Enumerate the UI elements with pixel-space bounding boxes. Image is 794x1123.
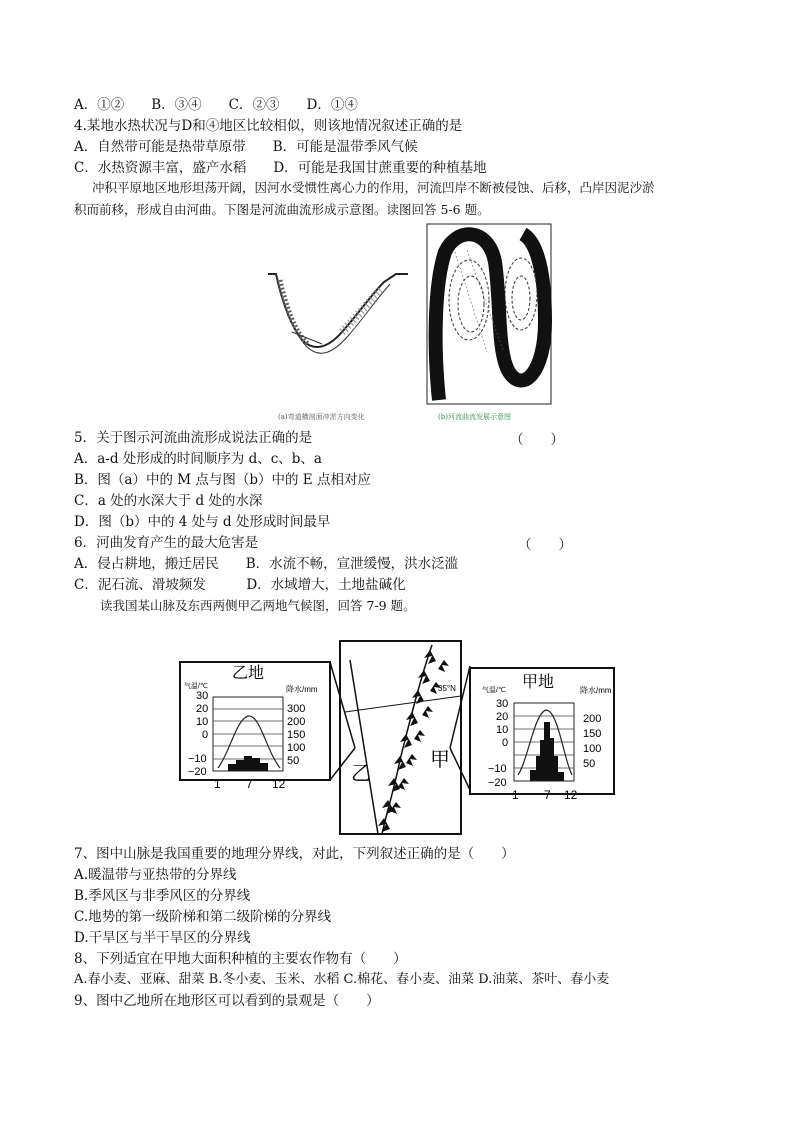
- question-5: 5．关于图示河流曲流形成说法正确的是: [74, 430, 313, 446]
- jia-temp-tick-10: 10: [496, 724, 509, 736]
- yi-temp-tick-m10: −10: [188, 753, 207, 765]
- jia-precip-tick-100: 100: [583, 743, 602, 755]
- question-7: 7、图中山脉是我国重要的地理分界线，对此，下列叙述正确的是（ ）: [74, 846, 515, 862]
- mountain-map: [330, 641, 470, 834]
- label-yi: 乙: [351, 763, 371, 785]
- question-8: 8、下列适宜在甲地大面积种植的主要农作物有（ ）: [74, 951, 407, 967]
- question-4: 4.某地水热状况与D和④地区比较相似，则该地情况叙述正确的是: [74, 118, 463, 134]
- jia-title: 甲地: [522, 674, 555, 691]
- question-4-options-ab: A．自然带可能是热带草原带 B．可能是温带季风气候: [74, 139, 418, 155]
- jia-temp-tick-30: 30: [496, 698, 509, 710]
- question-8-options: A.春小麦、亚麻、甜菜 B.冬小麦、玉米、水稻 C.棉花、春小麦、油菜 D.油菜、茶叶、春小麦: [74, 972, 610, 987]
- question-5-answer-paren: （ ）: [510, 432, 564, 448]
- jia-precip-tick-200: 200: [583, 713, 602, 725]
- jia-temp-tick-m10: −10: [488, 763, 507, 775]
- question-4-options-cd: C．水热资源丰富，盛产水稻 D．可能是我国甘蔗重要的种植基地: [74, 160, 487, 176]
- q3-options: A．①② B．③④ C．②③ D．①④: [74, 97, 358, 113]
- yi-month-12: 12: [272, 777, 286, 791]
- question-7-option-a: A.暖温带与亚热带的分界线: [74, 867, 237, 883]
- question-5-option-d: D．图（b）中的 4 处与 d 处形成时间最早: [74, 514, 331, 530]
- jia-temp-tick-0: 0: [502, 737, 509, 749]
- yi-climate-chart: [180, 662, 330, 791]
- question-6-answer-paren: （ ）: [518, 537, 572, 553]
- question-6-options-ab: A．侵占耕地，搬迁居民 B．水流不畅，宣泄缓慢，洪水泛滥: [74, 556, 459, 572]
- jia-precip-tick-150: 150: [583, 728, 602, 740]
- question-5-option-a: A．a-d 处形成的时间顺序为 d、c、b、a: [74, 451, 322, 467]
- yi-temp-unit: 气温/℃: [184, 683, 208, 690]
- yi-precip-tick-150: 150: [287, 729, 306, 741]
- intro-7-9: 读我国某山脉及东西两侧甲乙两地气候图，回答 7-9 题。: [100, 598, 416, 613]
- jia-temp-tick-20: 20: [496, 711, 509, 723]
- yi-title: 乙地: [232, 665, 265, 682]
- jia-precip-tick-50: 50: [583, 758, 596, 770]
- label-jia: 甲: [430, 749, 450, 771]
- latitude-label: 35°N: [438, 684, 456, 693]
- jia-climate-chart: [470, 668, 614, 802]
- caption-b: (b)河流曲流发展示意图: [438, 413, 511, 421]
- question-6-options-cd: C．泥石流、滑坡频发 D．水域增大，土地盐碱化: [74, 577, 406, 593]
- jia-temp-unit: 气温/℃: [482, 687, 506, 694]
- yi-precip-tick-100: 100: [287, 742, 306, 754]
- question-7-option-b: B.季风区与非季风区的分界线: [74, 888, 251, 904]
- intro-5-6-line1: 冲积平原地区地形坦荡开阔，因河水受惯性离心力的作用，河流凹岸不断被侵蚀、后移，凸岸因泥沙淤: [92, 180, 655, 195]
- yi-month-1: 1: [214, 777, 221, 791]
- jia-month-12: 12: [564, 788, 578, 802]
- question-5-option-c: C．a 处的水深大于 d 处的水深: [74, 493, 263, 509]
- yi-precip-tick-50: 50: [287, 755, 300, 767]
- yi-temp-tick-0: 0: [202, 729, 209, 741]
- yi-month-7: 7: [246, 777, 253, 791]
- yi-precip-unit: 降水/mm: [286, 685, 318, 694]
- caption-a: (a)弯道横剖面冲淤方向变化: [278, 413, 365, 421]
- yi-temp-tick-m20: −20: [188, 766, 207, 778]
- question-7-option-c: C.地势的第一级阶梯和第二级阶梯的分界线: [74, 909, 332, 925]
- jia-month-7: 7: [544, 788, 551, 802]
- question-9: 9、图中乙地所在地形区可以看到的景观是（ ）: [74, 993, 380, 1009]
- question-5-option-b: B．图（a）中的 M 点与图（b）中的 E 点相对应: [74, 472, 371, 488]
- intro-5-6-line2: 积而前移，形成自由河曲。下图是河流曲流形成示意图。读图回答 5-6 题。: [74, 202, 490, 217]
- question-6: 6．河曲发育产生的最大危害是: [74, 535, 259, 551]
- yi-precip-tick-200: 200: [287, 716, 306, 728]
- jia-precip-unit: 降水/mm: [580, 686, 612, 695]
- jia-month-1: 1: [512, 788, 519, 802]
- yi-precip-tick-300: 300: [287, 703, 306, 715]
- yi-temp-tick-30: 30: [196, 690, 209, 702]
- question-7-option-d: D.干旱区与半干旱区的分界线: [74, 930, 251, 946]
- jia-temp-tick-m20: −20: [488, 777, 507, 789]
- yi-temp-tick-10: 10: [196, 716, 209, 728]
- yi-temp-tick-20: 20: [196, 703, 209, 715]
